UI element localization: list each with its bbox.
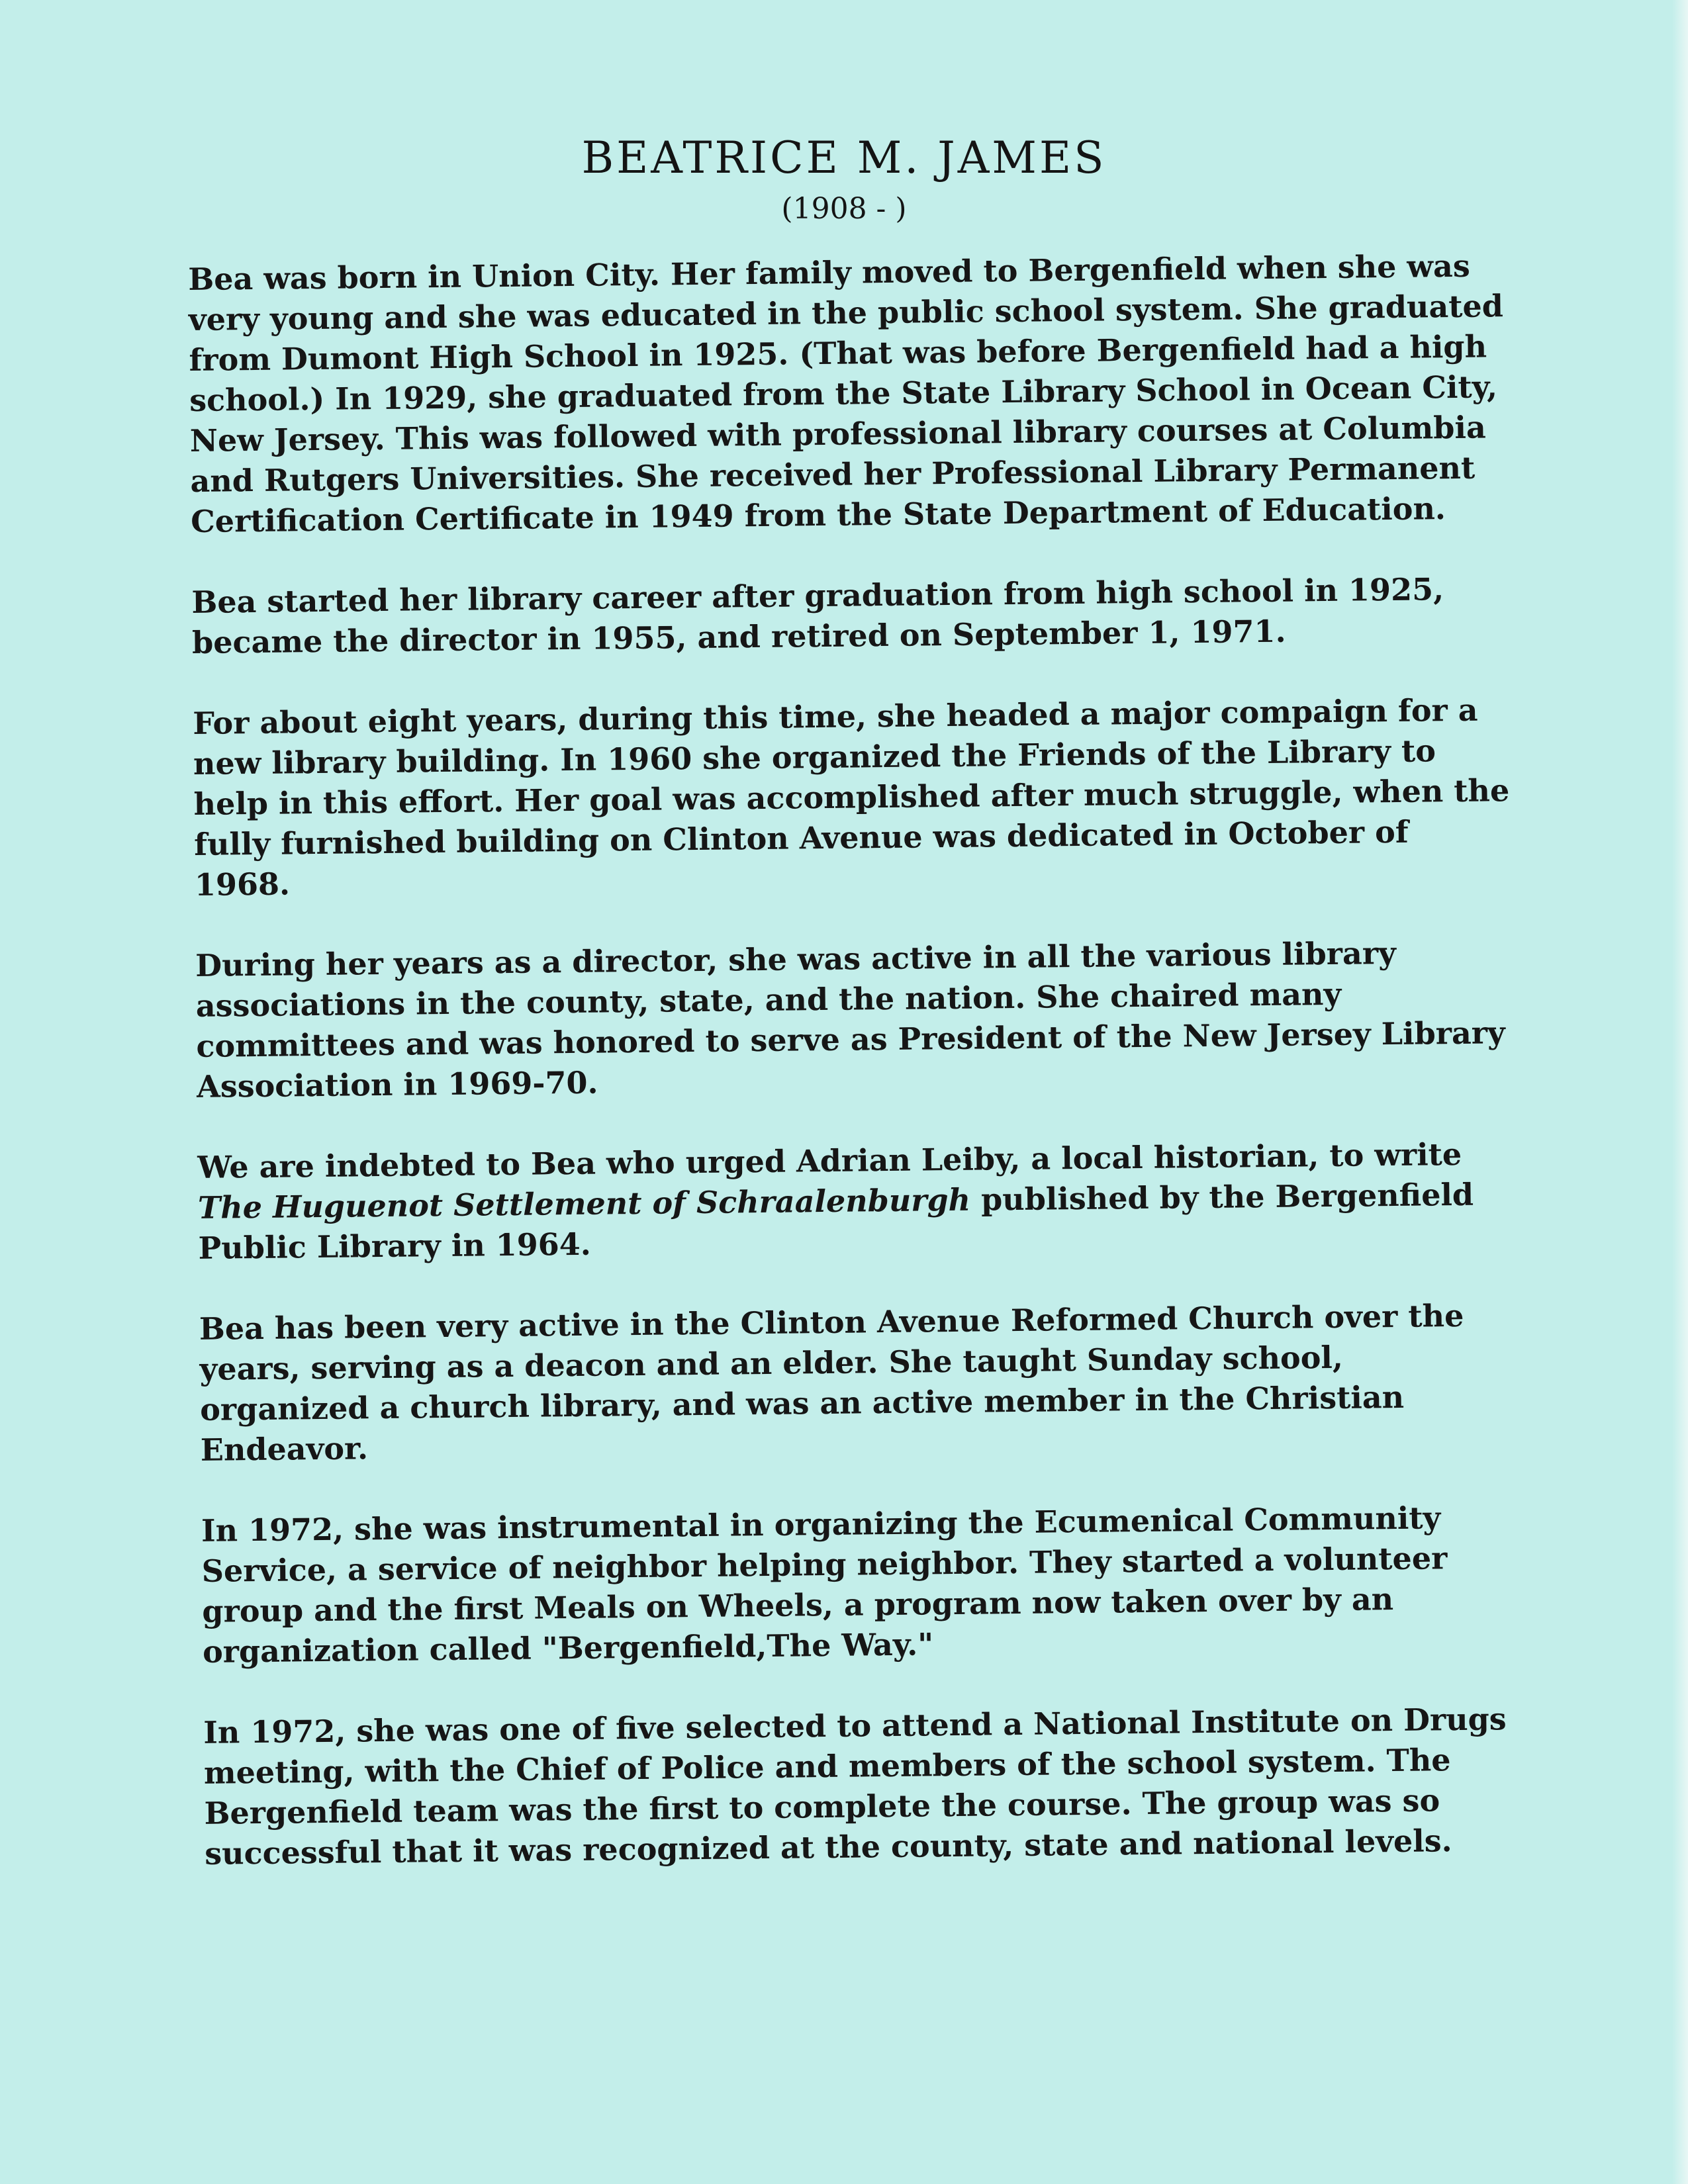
paragraph-library-building: For about eight years, during this time, she headed a major compaign for a new library building. In 1960 she organized the Friends of the Library to help in this effort. Her goal was accomplished after much struggle, when the fully furnished building on Clinton Avenue was dedicated in October of 1968.	[193, 692, 1510, 903]
paragraph-text: We are indebted to Bea who urged Adrian Leiby, a local historian, to write	[197, 1136, 1462, 1185]
page-title: BEATRICE M. JAMES	[581, 132, 1107, 183]
scan-edge	[1672, 0, 1688, 2184]
paragraph-associations: During her years as a director, she was active in all the various library associations in the county, state, and the nation. She chaired many committees and was honored to serve as President of the New Jersey Library Association in 1969-70.	[195, 934, 1505, 1105]
paragraph-church: Bea has been very active in the Clinton Avenue Reformed Church over the years, serving as a deacon and an elder. She taught Sunday school, organized a church library, and was an active member in the Christian Endeavor.	[199, 1297, 1464, 1468]
paragraph-drug-institute: In 1972, she was one of five selected to attend a National Institute on Drugs meeting, with the Chief of Police and members of the school system. The Bergenfield team was the first to complete the course. The group was so successful that it was recognized at the county, state and national levels.	[203, 1701, 1507, 1872]
biography-body	[188, 246, 1523, 1915]
paragraph-education: Bea was born in Union City. Her family moved to Bergenfield when she was very young and she was educated in the public school system. She graduated from Dumont High School in 1925. (That was before Bergenfield had a high school.) In 1929, she graduated from the State Library School in Ocean City, New Jersey. This was followed with professional library courses at Columbia and Rutgers Universities. She received her Professional Library Permanent Certification Certificate in 1949 from the State Department of Education.	[188, 248, 1504, 539]
paragraph-ecumenical-service: In 1972, she was instrumental in organizing the Ecumenical Community Service, a service of neighbor helping neighbor. They started a volunteer group and the first Meals on Wheels, a program now taken over by an organization called "Bergenfield,The Way."	[201, 1500, 1448, 1670]
book-title: The Huguenot Settlement of Schraalenburgh	[197, 1181, 971, 1226]
paragraph-text: published by the Bergenfield Public Library in 1964.	[198, 1176, 1474, 1266]
life-dates: (1908 - )	[781, 192, 907, 226]
paragraph-career: Bea started her library career after graduation from high school in 1925, became the director in 1955, and retired on September 1, 1971.	[191, 571, 1444, 660]
paragraph-huguenot-book	[197, 1134, 1516, 1269]
